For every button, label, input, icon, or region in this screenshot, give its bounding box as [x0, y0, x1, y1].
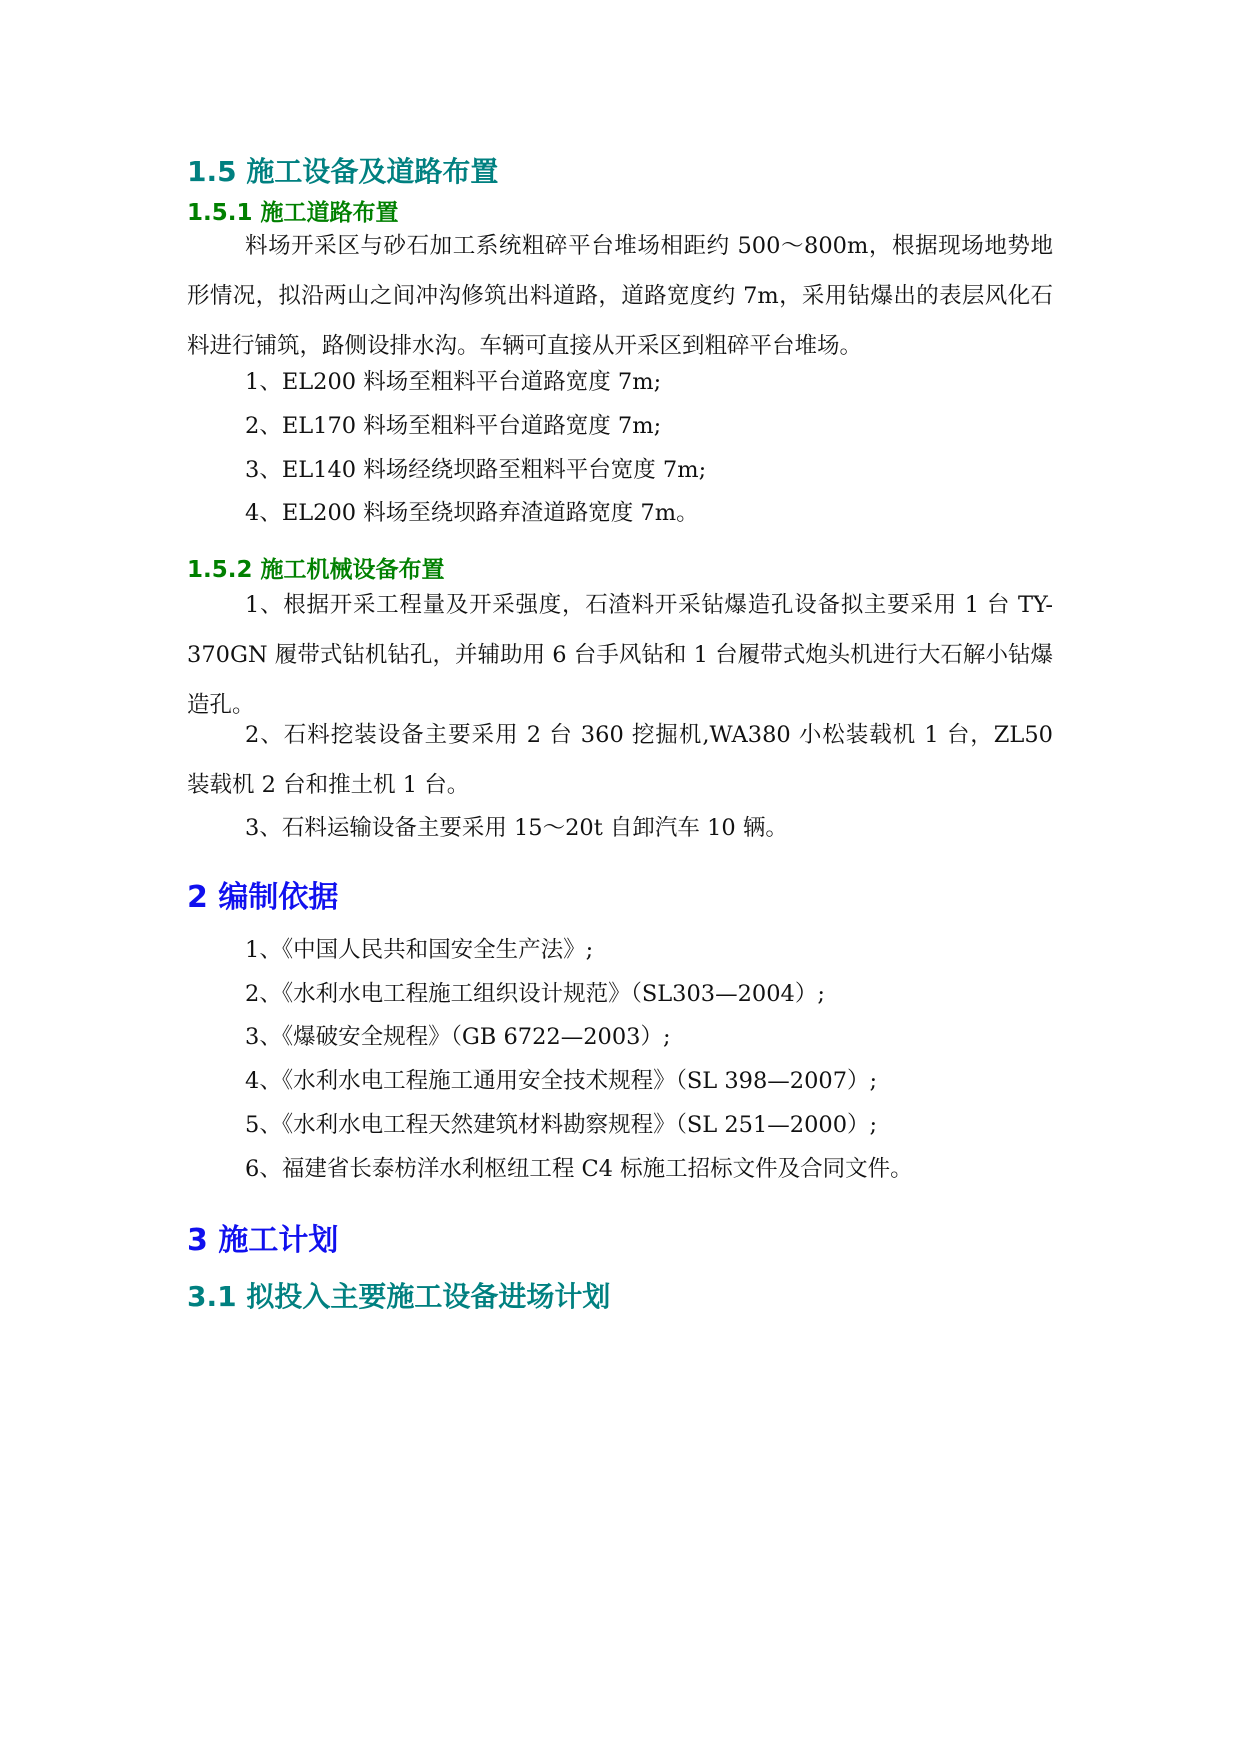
heading-1-5: 1.5 施工设备及道路布置 — [187, 155, 499, 188]
list-item-basis-6: 6、福建省长泰枋洋水利枢纽工程 C4 标施工招标文件及合同文件。 — [245, 1156, 913, 1182]
paragraph-equipment-2: 2、石料挖装设备主要采用 2 台 360 挖掘机,WA380 小松装载机 1 台，ZL50 装载机 2 台和推土机 1 台。 — [187, 722, 1053, 798]
list-item-road-3: 3、EL140 料场经绕坝路至粗料平台宽度 7m; — [245, 457, 707, 483]
heading-2: 2 编制依据 — [187, 880, 339, 915]
heading-1-5-1: 1.5.1 施工道路布置 — [187, 200, 399, 226]
heading-1-5-2: 1.5.2 施工机械设备布置 — [187, 557, 445, 583]
list-item-basis-5: 5、《水利水电工程天然建筑材料勘察规程》（SL 251—2000）; — [245, 1112, 878, 1138]
list-item-basis-3: 3、《爆破安全规程》（GB 6722—2003）; — [245, 1024, 671, 1050]
paragraph-equipment-1: 1、根据开采工程量及开采强度，石渣料开采钻爆造孔设备拟主要采用 1 台 TY-370GN 履带式钻机钻孔，并辅助用 6 台手风钻和 1 台履带式炮头机进行大石解小钻爆造孔。 — [187, 592, 1053, 718]
list-item-basis-1: 1、《中国人民共和国安全生产法》; — [245, 937, 594, 963]
list-item-equipment-3: 3、石料运输设备主要采用 15～20t 自卸汽车 10 辆。 — [245, 815, 788, 841]
list-item-road-1: 1、EL200 料场至粗料平台道路宽度 7m; — [245, 369, 662, 395]
list-item-road-2: 2、EL170 料场至粗料平台道路宽度 7m; — [245, 413, 662, 439]
heading-3: 3 施工计划 — [187, 1223, 339, 1258]
list-item-basis-4: 4、《水利水电工程施工通用安全技术规程》（SL 398—2007）; — [245, 1068, 878, 1094]
paragraph-road-layout: 料场开采区与砂石加工系统粗碎平台堆场相距约 500～800m，根据现场地势地形情况，拟沿两山之间冲沟修筑出料道路，道路宽度约 7m，采用钻爆出的表层风化石料进行铺筑，路侧设排水沟。车辆可直接从开采区到粗碎平台堆场。 — [187, 233, 1053, 359]
list-item-basis-2: 2、《水利水电工程施工组织设计规范》（SL303—2004）; — [245, 981, 825, 1007]
list-item-road-4: 4、EL200 料场至绕坝路弃渣道路宽度 7m。 — [245, 500, 699, 526]
heading-3-1: 3.1 拟投入主要施工设备进场计划 — [187, 1280, 611, 1313]
